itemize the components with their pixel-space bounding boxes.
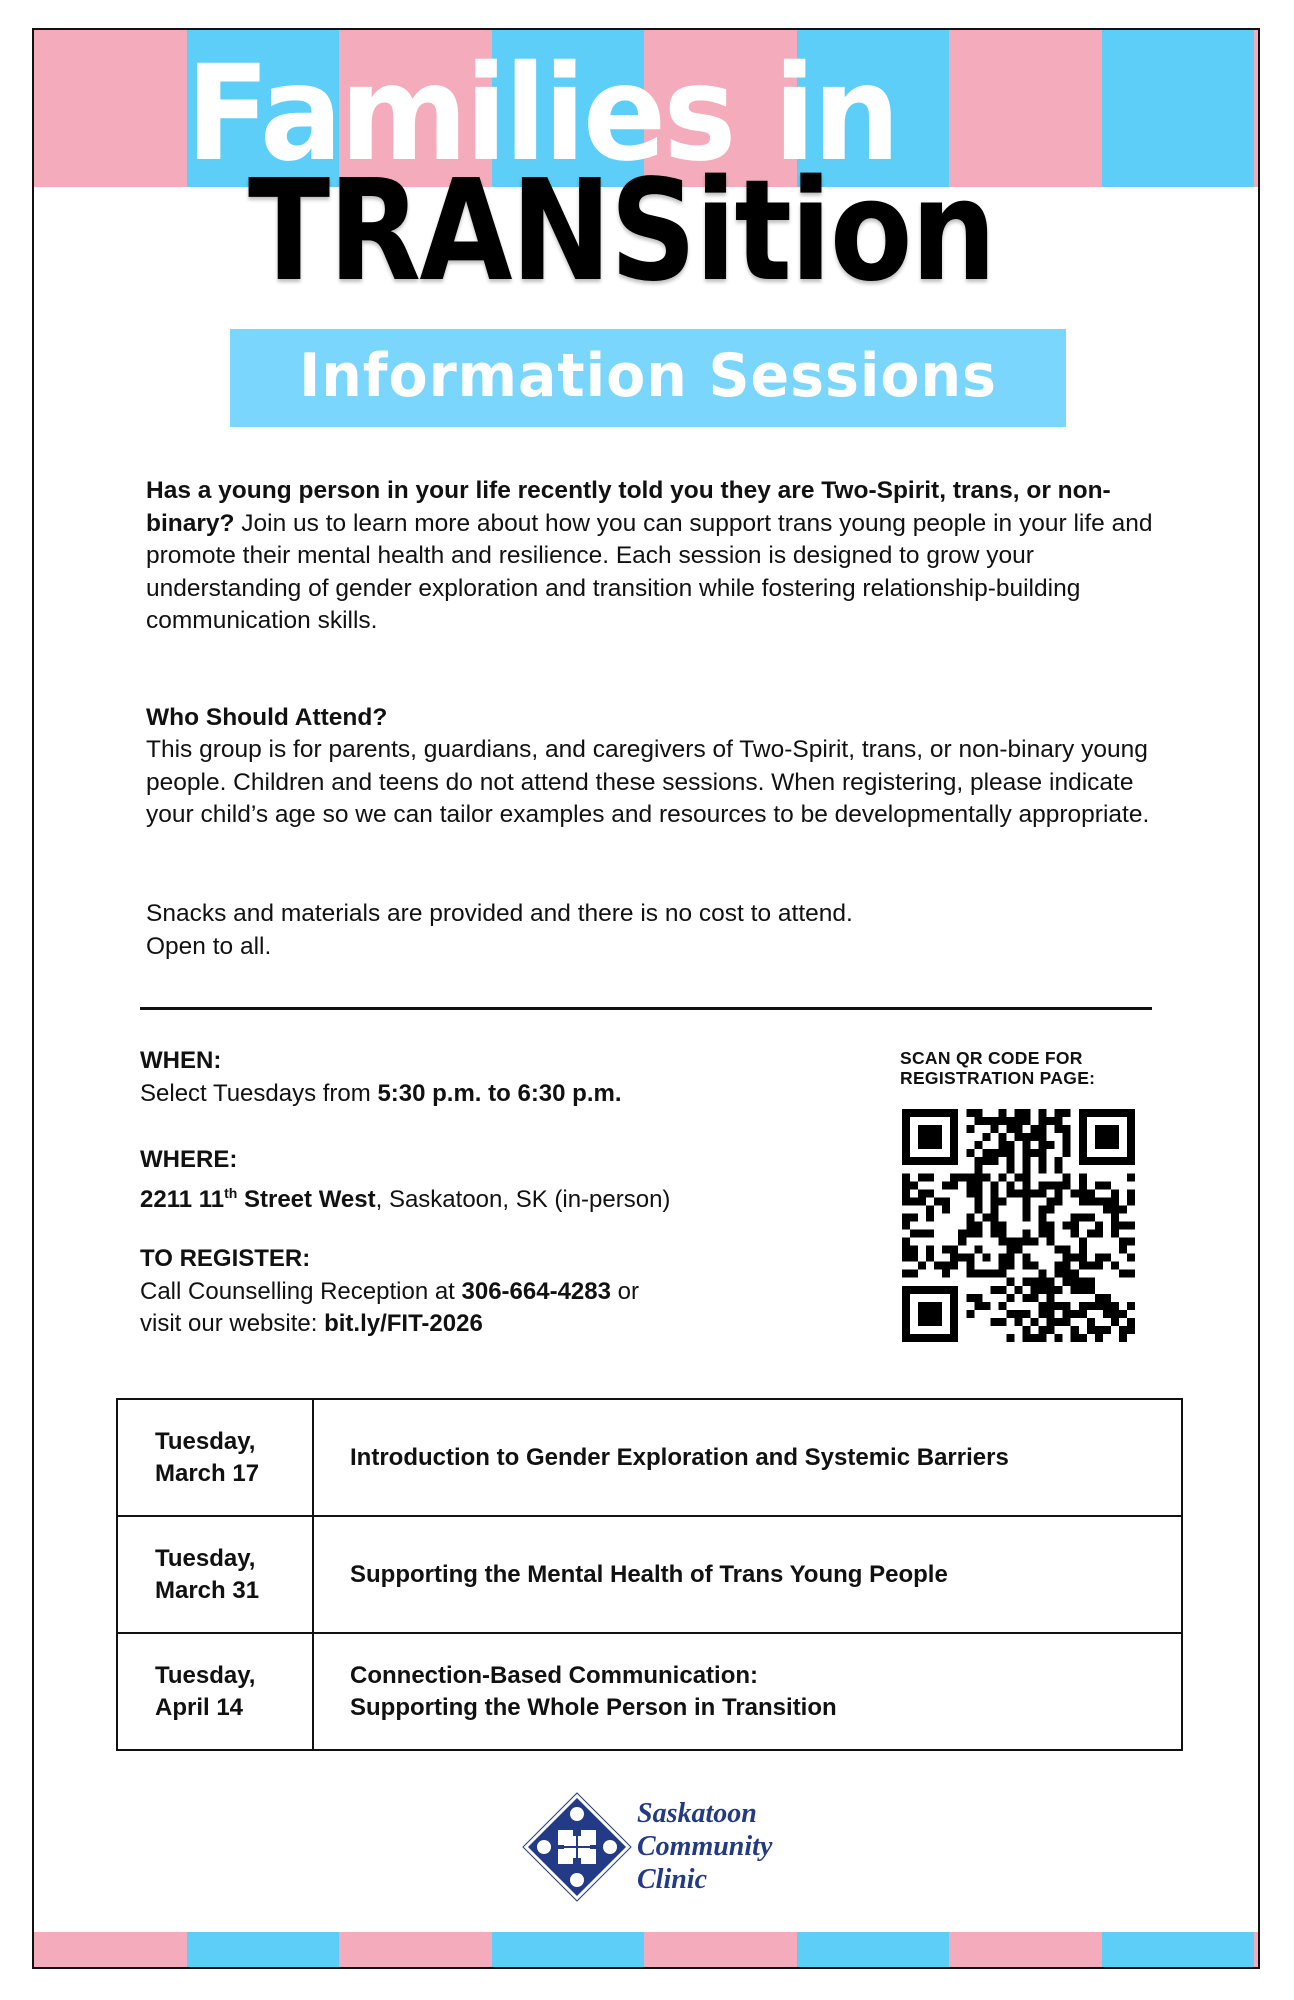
schedule-topic [313,1516,1182,1633]
open-to-all-text: Open to all. [146,932,272,960]
schedule-topic-line2: Supporting the Whole Person in Transition [350,1693,837,1721]
schedule-topic-line1: Supporting the Mental Health of Trans Young People [350,1560,948,1588]
schedule-date [117,1633,313,1750]
title-transition: TRANSition [248,150,995,313]
stripe-pink [1254,1932,1260,1969]
divider [140,1007,1152,1010]
when-detail [140,1078,820,1111]
where-city: , Saskatoon, SK (in-person) [375,1185,671,1213]
schedule-date [117,1399,313,1516]
stripe-blue [797,1932,950,1969]
where-ordinal: th [224,1184,238,1201]
schedule-date-text: March 31 [155,1576,260,1604]
clinic-logo-icon [522,1792,632,1902]
schedule-table [116,1398,1183,1751]
register-phone[interactable]: 306-664-4283 [461,1277,611,1305]
schedule-row [117,1399,1182,1516]
where-heading: WHERE: [140,1146,238,1173]
stripe-pink [949,1932,1102,1969]
stripe-pink [339,1932,492,1969]
poster [32,28,1260,1969]
register-website-link[interactable]: bit.ly/FIT-2026 [324,1310,483,1337]
where-street: Street West [237,1185,376,1213]
when-heading: WHEN: [140,1047,222,1074]
schedule-day: Tuesday, [155,1427,256,1455]
schedule-topic-line1: Connection-Based Communication: [350,1661,759,1689]
schedule-topic-line1: Introduction to Gender Exploration and Systemic Barriers [350,1443,1009,1471]
clinic-name [637,1797,772,1896]
schedule-date-text: March 17 [155,1459,260,1487]
who-paragraph: This group is for parents, guardians, and caregivers of Two-Spirit, trans, or non-binary young people. Children and teens do not attend these sessions. When registering, please indicate your child’s age so we can tailor examples and resources to be developmentally appropriate. [146,736,1150,828]
register-line2 [140,1308,820,1341]
schedule-row [117,1516,1182,1633]
where-detail [140,1177,820,1217]
stripe-blue [187,1932,340,1969]
register-or: or [610,1277,639,1305]
intro-text: Join us to learn more about how you can support trans young people in your life and promote their mental health and resilience. Each session is designed to grow your understanding of gender exploration and transition while fostering relationship-building communication skills. [146,509,1153,634]
intro-question: Has a young person in your life recently told you they are Two-Spirit, trans, or non-binary? [146,477,1111,537]
when-time: 5:30 p.m. to 6:30 p.m. [377,1079,622,1107]
qr-code-icon[interactable] [902,1109,1135,1342]
where-number: 2211 11 [140,1185,225,1213]
register-line1 [140,1276,820,1309]
clinic-name-line2: Community [637,1831,773,1862]
where-section [140,1144,820,1216]
register-prefix: Call Counselling Reception at [140,1277,462,1305]
when-prefix: Select Tuesdays from [140,1079,378,1107]
stripe-pink [1254,30,1260,187]
schedule-day: Tuesday, [155,1661,256,1689]
register-section [140,1243,820,1341]
qr-label [900,1048,1160,1088]
when-section [140,1045,820,1110]
snacks-text: Snacks and materials are provided and there is no cost to attend. [146,900,853,927]
stripe-pink [644,1932,797,1969]
clinic-name-line3: Clinic [637,1864,708,1895]
schedule-topic [313,1633,1182,1750]
qr-label-line1: SCAN QR CODE FOR [900,1048,1083,1068]
snacks-paragraph [146,898,1156,963]
stripe-blue [492,1932,645,1969]
schedule-date-text: April 14 [155,1693,244,1721]
bottom-stripe-band [34,1932,1260,1969]
stripe-blue [1102,30,1255,187]
schedule-row [117,1633,1182,1750]
stripe-pink [34,1932,187,1969]
stripe-blue [1102,1932,1255,1969]
register-heading: TO REGISTER: [140,1245,311,1272]
schedule-date [117,1516,313,1633]
subtitle-text: Information Sessions [299,341,997,411]
stripe-pink [34,30,187,187]
title-families-in: Families in [186,37,898,191]
schedule-day: Tuesday, [155,1544,256,1572]
schedule-topic [313,1399,1182,1516]
subtitle-banner [230,329,1066,427]
clinic-name-line1: Saskatoon [637,1798,757,1829]
intro-paragraph [146,475,1156,638]
qr-label-line2: REGISTRATION PAGE: [900,1068,1096,1088]
register-web-prefix: visit our website: [140,1310,325,1337]
who-heading: Who Should Attend? [146,704,388,731]
